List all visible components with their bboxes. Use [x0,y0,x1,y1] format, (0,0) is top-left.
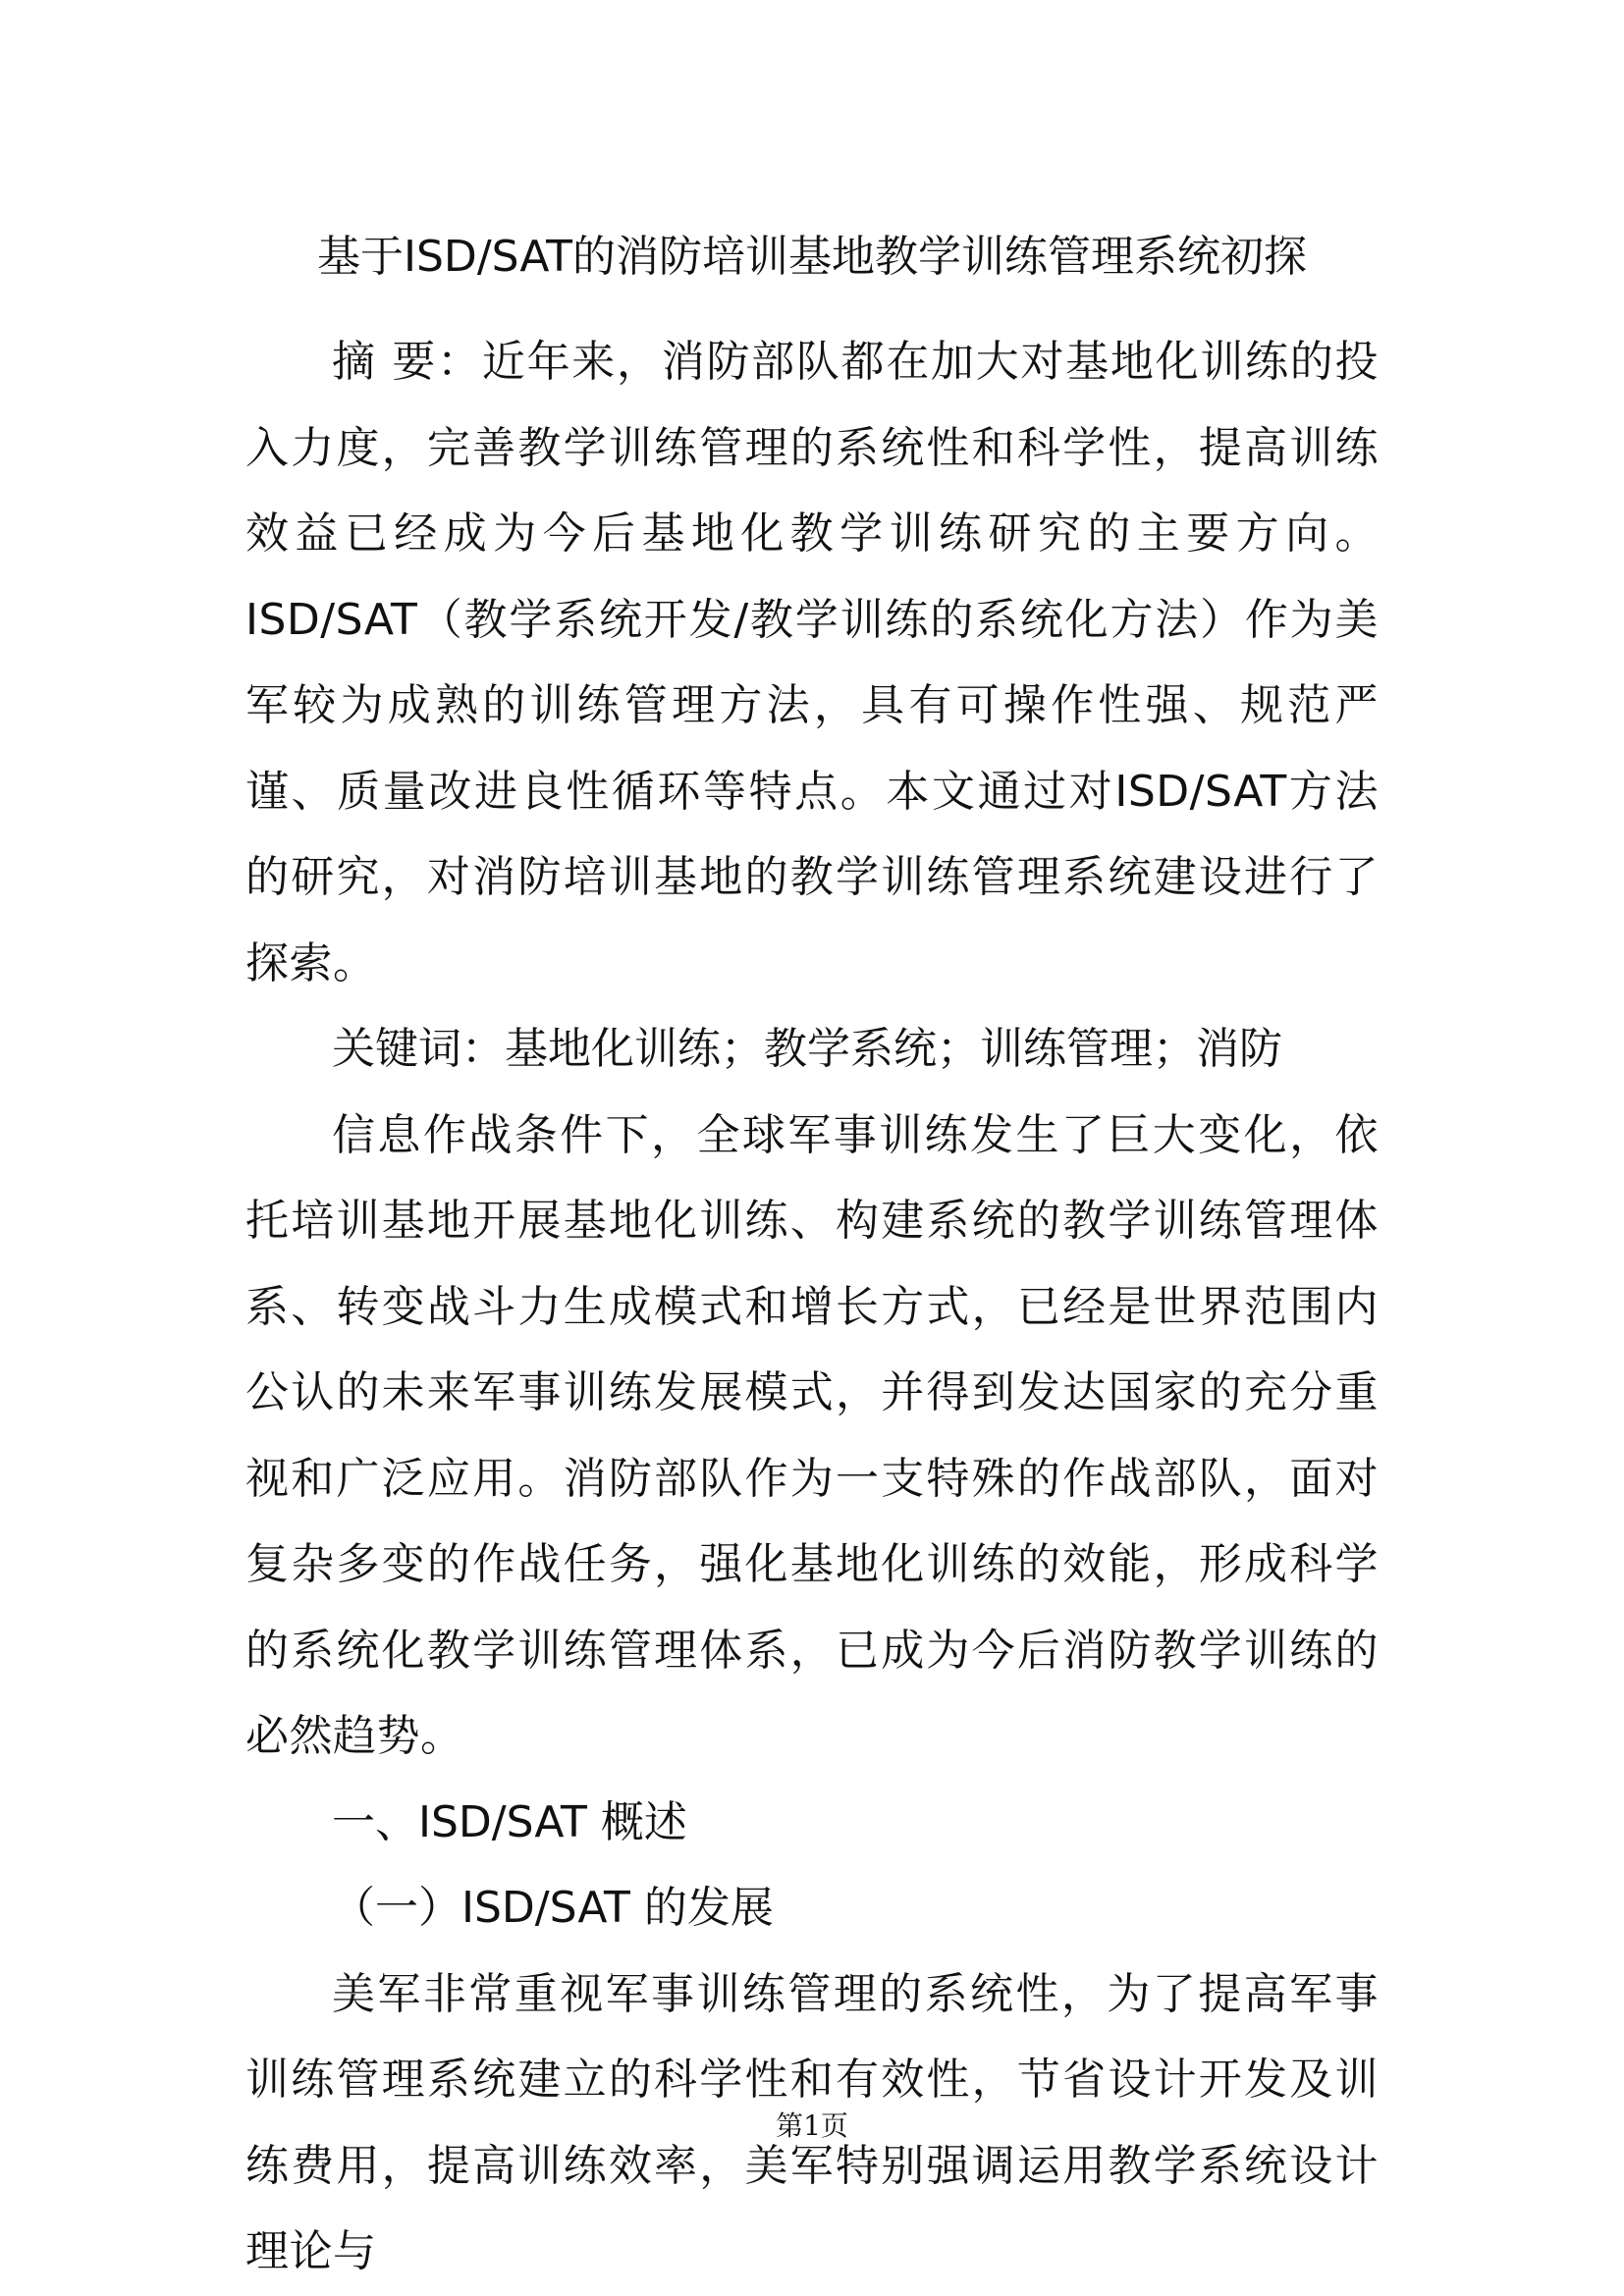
intro-paragraph: 信息作战条件下，全球军事训练发生了巨大变化，依托培训基地开展基地化训练、构建系统的教学训练管理体系、转变战斗力生成模式和增长方式，已经是世界范围内公认的未来军事训练发展模式，并得到发达国家的充分重视和广泛应用。消防部队作为一支特殊的作战部队，面对复杂多变的作战任务，强化基地化训练的效能，形成科学的系统化教学训练管理体系，已成为今后消防教学训练的必然趋势。 [245,1109,1379,1761]
keywords-line: 关键词：基地化训练；教学系统；训练管理；消防 [332,1024,1282,1074]
section-paragraph: 美军非常重视军事训练管理的系统性，为了提高军事训练管理系统建立的科学性和有效性，节省设计开发及训练费用，提高训练效率，美军特别强调运用教学系统设计理论与 [245,1968,1379,2276]
subsection-heading: （一）ISD/SAT 的发展 [332,1883,774,1933]
section-heading: 一、ISD/SAT 概述 [332,1796,687,1847]
abstract-paragraph: 摘 要：近年来，消防部队都在加大对基地化训练的投入力度，完善教学训练管理的系统性和科学性，提高训练效益已经成为今后基地化教学训练研究的主要方向。ISD/SAT（教学系统开发/教学训练的系统化方法）作为美军较为成熟的训练管理方法，具有可操作性强、规范严谨、质量改进良性循环等特点。本文通过对ISD/SAT方法的研究，对消防培训基地的教学训练管理系统建设进行了探索。 [245,337,1379,988]
document-title: 基于ISD/SAT的消防培训基地教学训练管理系统初探 [317,232,1307,282]
page-number: 第1页 [776,2109,848,2142]
document-body [245,319,1379,2295]
